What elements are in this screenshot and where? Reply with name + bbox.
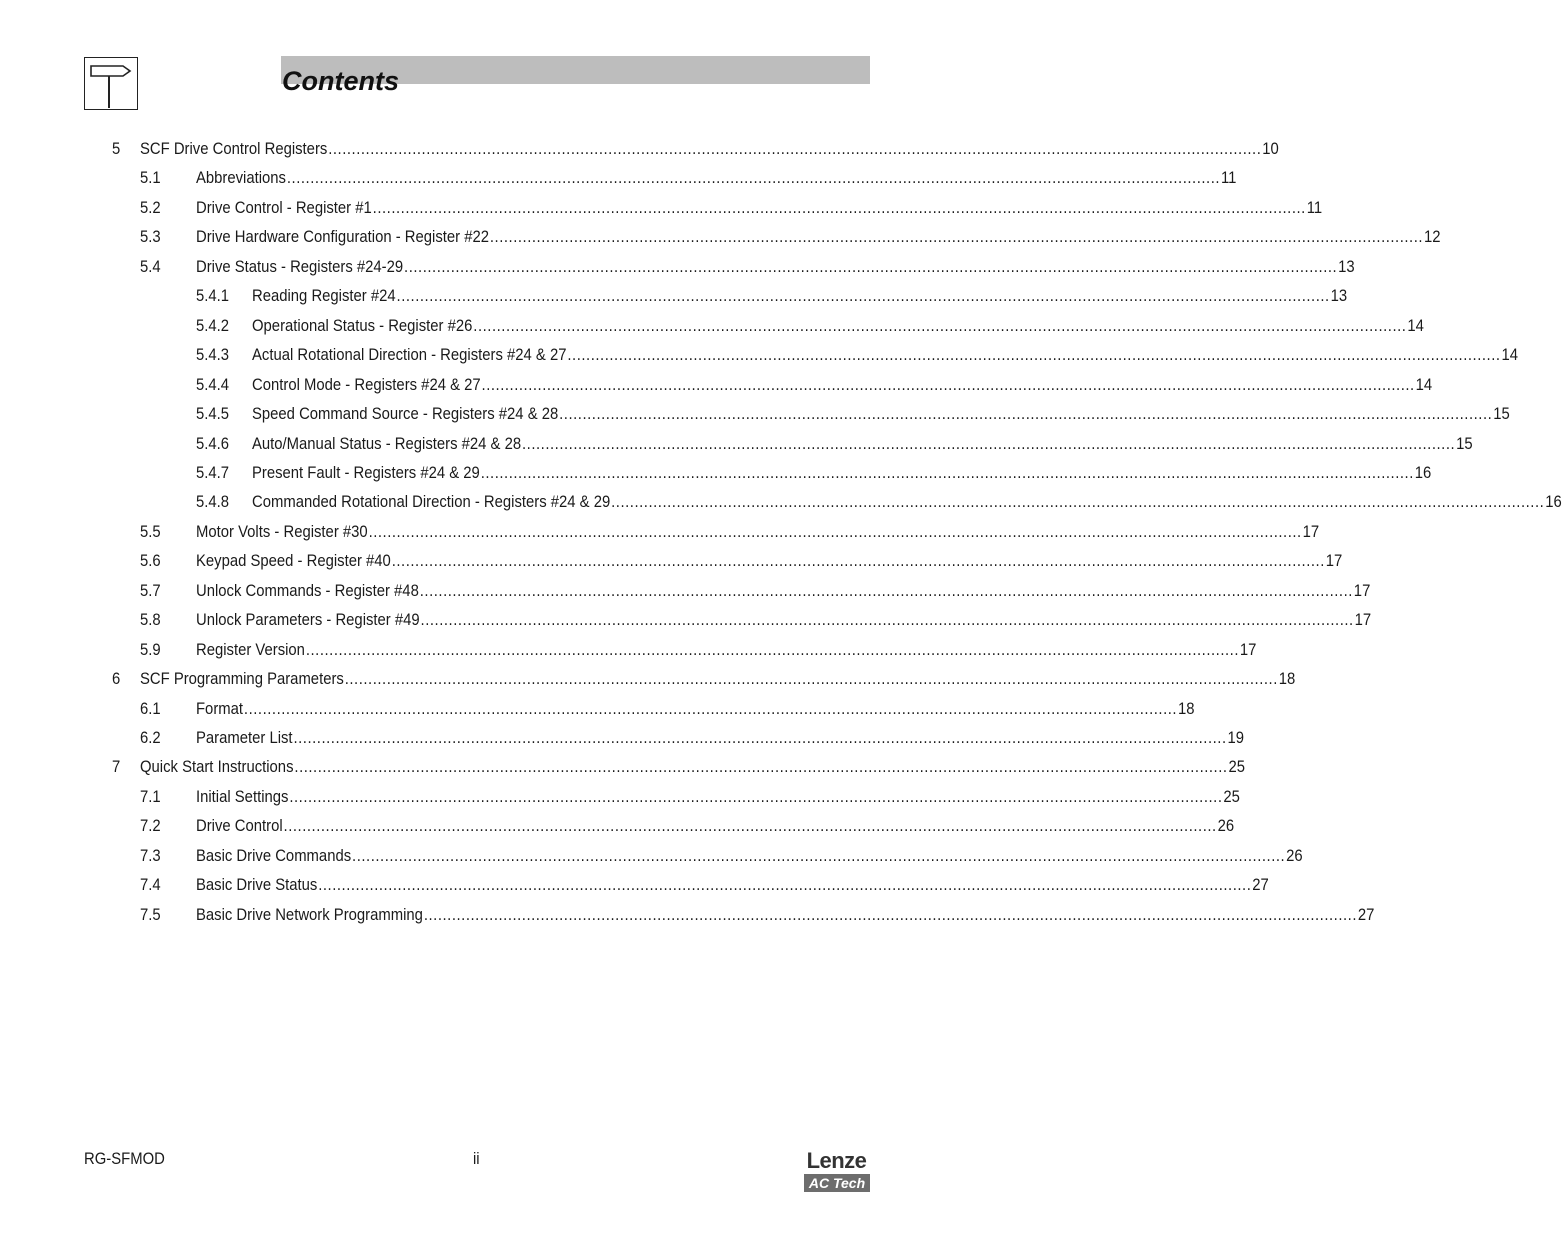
toc-entry-number: 5.4.7 [195,464,230,482]
toc-leader-dots: ........................................................................................................................................................................................................ [286,169,1221,187]
toc-entry-number: 5.1 [139,169,161,187]
toc-leader-dots: ........................................................................................................................................................................................................ [489,228,1424,246]
toc-leader-dots: ........................................................................................................................................................................................................ [328,140,1262,158]
toc-entry-page: 26 [1286,847,1303,865]
toc-entry-title: Drive Control [195,817,283,835]
toc-leader-dots: ........................................................................................................................................................................................................ [293,729,1227,747]
toc-entry-title: Parameter List [195,729,293,747]
toc-entry-page: 18 [1178,700,1195,718]
toc-entry-title: Motor Volts - Register #30 [195,523,368,541]
toc-entry-page: 10 [1262,140,1279,158]
toc-entry-title: Drive Status - Registers #24-29 [195,258,404,276]
toc-entry[interactable] [0,138,1279,160]
toc-entry[interactable] [0,521,1320,543]
toc-entry-page: 27 [1357,906,1375,924]
toc-entry[interactable] [0,756,1245,778]
toc-entry-title: Quick Start Instructions [139,758,294,776]
toc-leader-dots: ........................................................................................................................................................................................................ [567,346,1501,364]
toc-entry-title: Speed Command Source - Registers #24 & 28 [252,405,559,423]
toc-entry-page: 13 [1330,287,1348,305]
toc-entry-title: Basic Drive Commands [195,847,352,865]
toc-entry-page: 17 [1354,611,1372,629]
footer-doc-id: RG-SFMOD [84,1150,165,1168]
toc-entry-number: 5.4.1 [195,287,230,305]
toc-entry-title: Keypad Speed - Register #40 [195,552,391,570]
toc-entry-number: 5.4.6 [195,435,230,453]
toc-entry-number: 5.3 [139,228,161,246]
toc-entry-number: 7.4 [139,876,161,894]
toc-entry-number: 7 [111,758,121,776]
toc-leader-dots: ........................................................................................................................................................................................................ [420,611,1354,629]
toc-entry-number: 6.2 [139,729,161,747]
toc-entry[interactable] [0,167,1237,189]
toc-entry-page: 12 [1423,228,1441,246]
toc-entry-page: 14 [1415,376,1433,394]
toc-entry-page: 17 [1353,582,1371,600]
toc-entry-title: Abbreviations [195,169,286,187]
toc-entry-title: Drive Control - Register #1 [195,199,372,217]
page-title: Contents [282,66,399,96]
toc-entry-page: 17 [1325,552,1343,570]
toc-entry-title: Auto/Manual Status - Registers #24 & 28 [252,435,522,453]
toc-entry-page: 11 [1306,199,1323,217]
toc-entry-page: 26 [1217,817,1235,835]
toc-entry-number: 5.5 [139,523,161,541]
toc-entry[interactable] [0,815,1235,837]
toc-leader-dots: ........................................................................................................................................................................................................ [318,876,1252,894]
toc-leader-dots: ........................................................................................................................................................................................................ [344,670,1278,688]
footer-page-number: ii [473,1150,480,1168]
toc-entry-number: 5.2 [139,199,161,217]
toc-entry-page: 25 [1223,788,1240,806]
toc-entry-number: 5.4.4 [195,376,230,394]
toc-entry[interactable] [0,874,1269,896]
toc-leader-dots: ........................................................................................................................................................................................................ [243,700,1178,718]
toc-entry-number: 7.3 [139,847,161,865]
toc-entry-page: 16 [1414,464,1432,482]
toc-entry-number: 5 [111,140,121,158]
toc-entry-title: Unlock Parameters - Register #49 [195,611,420,629]
toc-entry[interactable] [0,668,1296,690]
toc-entry-number: 5.8 [139,611,161,629]
toc-entry-page: 25 [1228,758,1245,776]
toc-entry[interactable] [0,433,1473,455]
toc-entry-number: 6 [111,670,121,688]
toc-entry-number: 7.2 [139,817,161,835]
toc-entry-page: 15 [1493,405,1510,423]
toc-entry-number: 5.9 [139,641,161,659]
toc-entry[interactable] [0,197,1323,219]
toc-entry[interactable] [0,609,1372,631]
toc-entry[interactable] [0,639,1257,661]
toc-entry-number: 5.4.5 [195,405,230,423]
toc-entry[interactable] [0,845,1303,867]
toc-leader-dots: ........................................................................................................................................................................................................ [391,552,1325,570]
toc-leader-dots: ........................................................................................................................................................................................................ [419,582,1353,600]
logo-wordmark: Lenze [806,1148,867,1173]
toc-entry-title: Unlock Commands - Register #48 [195,582,419,600]
toc-entry[interactable] [0,786,1240,808]
toc-leader-dots: ........................................................................................................................................................................................................ [611,493,1545,511]
toc-entry-title: SCF Programming Parameters [139,670,344,688]
toc-leader-dots: ........................................................................................................................................................................................................ [396,287,1330,305]
toc-entry[interactable] [0,374,1433,396]
toc-entry-title: Control Mode - Registers #24 & 27 [252,376,481,394]
toc-entry[interactable] [0,285,1348,307]
toc-leader-dots: ........................................................................................................................................................................................................ [423,906,1358,924]
toc-entry-number: 6.1 [139,700,161,718]
toc-entry[interactable] [0,727,1245,749]
toc-entry-page: 16 [1545,493,1562,511]
toc-entry-page: 11 [1220,169,1237,187]
toc-entry-page: 17 [1302,523,1320,541]
toc-entry[interactable] [0,462,1432,484]
toc-entry-page: 14 [1501,346,1518,364]
toc-leader-dots: ........................................................................................................................................................................................................ [559,405,1493,423]
toc-entry[interactable] [0,550,1343,572]
toc-entry[interactable] [0,256,1355,278]
toc-entry-page: 14 [1407,317,1424,335]
toc-entry-title: Initial Settings [195,788,289,806]
toc-entry[interactable] [0,344,1518,366]
toc-entry-number: 5.7 [139,582,161,600]
toc-entry-title: SCF Drive Control Registers [139,140,328,158]
toc-entry-number: 5.4.8 [195,493,230,511]
toc-entry-title: Operational Status - Register #26 [252,317,473,335]
toc-entry-page: 17 [1239,641,1257,659]
toc-entry-number: 7.5 [139,906,161,924]
toc-leader-dots: ........................................................................................................................................................................................................ [404,258,1338,276]
toc-entry-page: 18 [1278,670,1296,688]
toc-entry-title: Basic Drive Network Programming [195,906,423,924]
toc-entry-title: Format [195,700,244,718]
toc-entry-number: 5.4.2 [195,317,230,335]
toc-entry-number: 7.1 [139,788,161,806]
toc-entry-title: Register Version [195,641,305,659]
toc-entry-title: Reading Register #24 [252,287,396,305]
toc-entry-number: 5.4 [139,258,161,276]
toc-entry-page: 15 [1456,435,1473,453]
toc-leader-dots: ........................................................................................................................................................................................................ [372,199,1306,217]
logo-subtitle: AC Tech [804,1174,870,1192]
toc-leader-dots: ........................................................................................................................................................................................................ [522,435,1456,453]
toc-leader-dots: ........................................................................................................................................................................................................ [305,641,1240,659]
toc-entry-number: 5.4.3 [195,346,230,364]
toc-entry-title: Present Fault - Registers #24 & 29 [252,464,480,482]
toc-leader-dots: ........................................................................................................................................................................................................ [368,523,1302,541]
toc-entry[interactable] [0,491,1562,513]
toc-leader-dots: ........................................................................................................................................................................................................ [481,376,1415,394]
toc-leader-dots: ........................................................................................................................................................................................................ [352,847,1286,865]
toc-entry-page: 13 [1338,258,1355,276]
toc-entry[interactable] [0,226,1441,248]
toc-entry-title: Basic Drive Status [195,876,318,894]
toc-leader-dots: ........................................................................................................................................................................................................ [480,464,1414,482]
toc-leader-dots: ........................................................................................................................................................................................................ [473,317,1407,335]
toc-entry-title: Actual Rotational Direction - Registers #24 & 27 [252,346,567,364]
toc-entry-title: Commanded Rotational Direction - Registers #24 & 29 [252,493,611,511]
toc-entry[interactable] [0,580,1371,602]
toc-entry-page: 27 [1252,876,1269,894]
toc-leader-dots: ........................................................................................................................................................................................................ [289,788,1223,806]
lenze-logo [803,1150,870,1193]
toc-entry[interactable] [0,904,1375,926]
toc-entry[interactable] [0,315,1424,337]
toc-leader-dots: ........................................................................................................................................................................................................ [283,817,1217,835]
toc-entry[interactable] [0,403,1510,425]
toc-entry-page: 19 [1227,729,1245,747]
toc-entry[interactable] [0,698,1195,720]
toc-entry-title: Drive Hardware Configuration - Register #22 [195,228,489,246]
toc-entry-number: 5.6 [139,552,161,570]
toc-leader-dots: ........................................................................................................................................................................................................ [294,758,1228,776]
